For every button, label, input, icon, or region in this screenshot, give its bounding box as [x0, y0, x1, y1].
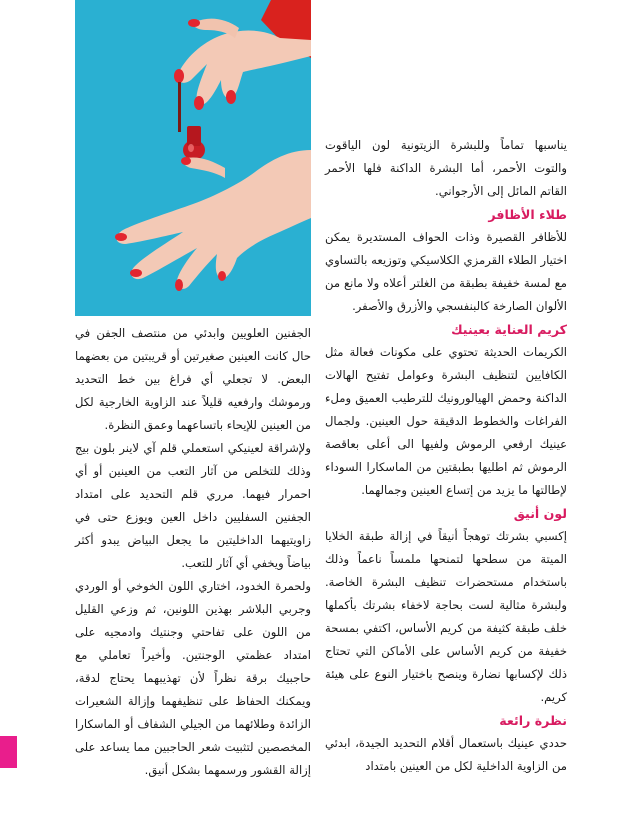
polish-brush — [178, 82, 181, 132]
nail — [174, 69, 184, 83]
beige-liner-paragraph: ولإشراقة لعينيكي استعملي قلم آي لاينر بلون بيج وذلك للتخلص من آثار التعب من العينين أو أي احمرار فيهما. مرري قلم التحديد على امتداد الجفنين السفليين داخل العين ويوزع حتى في زاويتيهما الداخليتين ما يجعل البياض يبدو أكثر بياضاً ويخفي أي آثار للتعب. — [75, 441, 311, 570]
nail-polish-paragraph: للأظافر القصيرة وذات الحواف المستديرة يمكن اختيار الطلاء القرمزي الكلاسيكي وتوزيعه بالتساوي مع لمسة خفيفة بطبقة من الغلتر أعلاه ولا مانع من الألوان الصارخة كالبنفسجي والأزرق والأصفر. — [325, 230, 567, 313]
section-heading-great-look: نظرة رائعة — [499, 713, 567, 728]
section-heading-eye-cream: كريم العناية بعينيك — [451, 322, 567, 337]
hands-illustration — [75, 0, 311, 316]
eye-cream-paragraph: الكريمات الحديثة تحتوي على مكونات فعالة مثل الكافايين لتنظيف البشرة وعوامل تفتيح الهالات الداكنة وحمض الهيالورونيك للترطيب العميق وملء الفراغات والخطوط الدقيقة حول العينين. ولجمال عينيك ارفعي الرموش ولفيها الى أعلى بعاقصة الرموش ثم اطليها بطبقتين من الماسكارا السوداء لإطالتها ما يزيد من إتساع العينين وجمالهما. — [325, 345, 567, 497]
nail-polish-photo — [75, 0, 311, 316]
page-edge-marker — [0, 736, 17, 768]
left-article-column — [75, 322, 311, 782]
eyeliner-paragraph: الجفنين العلويين وابدئي من منتصف الجفن في حال كانت العينين صغيرتين أو قريبتين من بعضهما البعض. لا تجعلي أي فراغ بين خط التحديد ورموشك وارفعيه قليلاً عند الزاوية الخارجية لكل من العينين للإيحاء باتساعهما وعمق النظرة. — [75, 326, 311, 432]
elegant-color-paragraph: إكسبي بشرتك توهجاً أنيقاً في إزالة طبقة الخلايا الميتة من سطحها لتمنحها ملمساً ناعماً وذلك باستخدام مستحضرات تنظيف البشرة الخاصة. ولبشرة مثالية لست بحاجة لاخفاء بشرتك بأكملها خلف طبقة كثيفة من كريم الأساس، اكتفي بمسحة خفيفة من كريم الأساس على الأماكن التي تحتاج ذلك لإكسابها نضارة وينصح باختيار النوع على هيئة كريم. — [325, 529, 567, 704]
great-look-paragraph: حددي عينيك باستعمال أقلام التحديد الجيدة، ابدئي من الزاوية الداخلية لكل من العينين بامتداد — [325, 736, 567, 773]
right-article-column — [325, 134, 567, 778]
section-heading-elegant-color: لون أنيق — [513, 506, 567, 521]
section-heading-nail-polish: طلاء الأظافر — [488, 207, 567, 222]
blush-brows-paragraph: ولحمرة الخدود، اختاري اللون الخوخي أو الوردي وجربي البلاشر بهذين اللونين، ثم وزعي القليل من اللون على تفاحتي وجنتيك وادمجيه على امتداد عظمتي الوجنتين. وأخيراً تعاملي مع حاجبيك برقة نظراً لأن تهذيبهما يحتاج لدقة، ويمكنك الحفاظ على تنظيفهما وإزالة الشعيرات الزائدة وطلائهما من الجيلي الشفاف أو الماسكارا المخصصين لتثبيت شعر الحاجبين مما يساعد على إزالة القشور ورسمهما بشكل أنيق. — [75, 579, 311, 777]
intro-paragraph: يناسبها تماماً وللبشرة الزيتونية لون الياقوت والتوت الأحمر، أما البشرة الداكنة فلها الأحمر القاتم المائل إلى الأرجواني. — [325, 138, 567, 198]
